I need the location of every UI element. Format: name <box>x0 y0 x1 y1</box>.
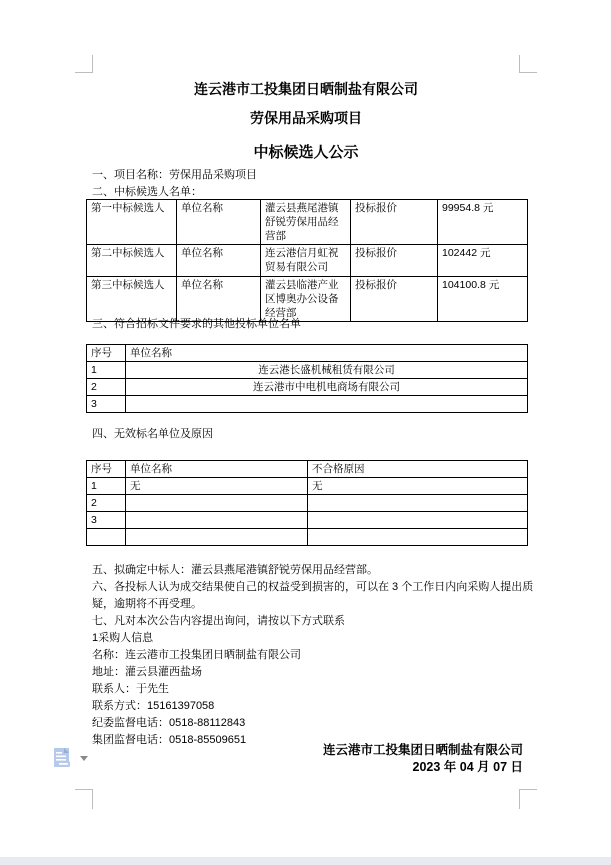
serial-header: 序号 <box>87 461 126 478</box>
invalid-unit-cell <box>126 512 308 529</box>
candidate-rank: 第二中标候选人 <box>87 245 177 277</box>
invalid-unit-cell <box>126 529 308 546</box>
invalid-bid-row-2 <box>87 495 528 512</box>
candidate-company: 灌云县临港产业区博奥办公设备经营部 <box>261 277 351 322</box>
serial-cell: 2 <box>87 495 126 512</box>
buyer-info-heading: 1采购人信息 <box>92 632 154 644</box>
candidate-rank: 第一中标候选人 <box>87 200 177 245</box>
contact-phone-line: 联系方式：15161397058 <box>92 700 215 712</box>
group-phone-line: 集团监督电话：0518-85509651 <box>92 734 247 746</box>
section-1-project-name: 一、项目名称：劳保用品采购项目 <box>92 169 257 181</box>
serial-cell <box>87 529 126 546</box>
footer-company-signature: 连云港市工投集团日晒制盐有限公司 <box>322 743 523 757</box>
candidates-table <box>86 199 528 322</box>
candidate-row-1 <box>87 200 528 245</box>
discipline-phone-line: 纪委监督电话：0518-88112843 <box>92 717 246 729</box>
section-6-objection-line1: 六、各投标人认为成交结果使自己的权益受到损害的，可以在 3 个工作日内向采购人提出质 <box>92 581 534 593</box>
section-7-contact-heading: 七、凡对本次公告内容提出询问，请按以下方式联系 <box>92 615 345 627</box>
other-bidders-table <box>86 344 528 413</box>
unit-name-label: 单位名称 <box>177 277 261 322</box>
invalid-reason-cell <box>308 529 528 546</box>
unit-name-label: 单位名称 <box>177 245 261 277</box>
buyer-address-line: 地址：灌云县灌西盐场 <box>92 666 202 678</box>
invalid-unit-cell: 无 <box>126 478 308 495</box>
candidate-company: 灌云县燕尾港镇舒锐劳保用品经营部 <box>261 200 351 245</box>
section-5-winner: 五、拟确定中标人：灌云县燕尾港镇舒锐劳保用品经营部。 <box>92 564 378 576</box>
candidate-row-3 <box>87 277 528 322</box>
bidder-company-cell <box>126 396 528 413</box>
contact-person-line: 联系人：于先生 <box>92 683 169 695</box>
invalid-bid-row-3 <box>87 512 528 529</box>
table-header-row <box>87 345 528 362</box>
bid-price-value: 102442 元 <box>438 245 528 277</box>
crop-mark-top-right <box>519 55 537 73</box>
bidder-company-cell: 连云港长盛机械租赁有限公司 <box>126 362 528 379</box>
project-title: 劳保用品采购项目 <box>250 110 362 126</box>
bidder-company-cell: 连云港市中电机电商场有限公司 <box>126 379 528 396</box>
buyer-name-line: 名称：连云港市工投集团日晒制盐有限公司 <box>92 649 301 661</box>
footer-date: 2023 年 04 月 07 日 <box>412 760 523 774</box>
invalid-reason-cell <box>308 512 528 529</box>
bid-price-value: 104100.8 元 <box>438 277 528 322</box>
paste-options-button[interactable] <box>52 747 90 771</box>
unit-name-label: 单位名称 <box>177 200 261 245</box>
section-3-heading: 三、符合招标文件要求的其他投标单位名单 <box>92 318 301 330</box>
invalid-unit-cell <box>126 495 308 512</box>
crop-mark-top-left <box>75 55 93 73</box>
invalid-bids-table <box>86 460 528 546</box>
invalid-bid-row-1 <box>87 478 528 495</box>
section-6-objection-line2: 疑，逾期将不再受理。 <box>92 598 202 610</box>
crop-mark-bottom-right <box>519 789 537 809</box>
bid-price-value: 99954.8 元 <box>438 200 528 245</box>
section-2-heading: 二、中标候选人名单： <box>92 186 202 198</box>
invalid-bid-row-4 <box>87 529 528 546</box>
unit-name-header: 单位名称 <box>126 461 308 478</box>
crop-mark-bottom-left <box>75 789 93 809</box>
serial-cell: 1 <box>87 478 126 495</box>
unit-name-header: 单位名称 <box>126 345 528 362</box>
company-title: 连云港市工投集团日晒制盐有限公司 <box>194 81 418 97</box>
fail-reason-header: 不合格原因 <box>308 461 528 478</box>
serial-cell: 3 <box>87 396 126 413</box>
candidate-company: 连云港信月虹祝贸易有限公司 <box>261 245 351 277</box>
invalid-reason-cell <box>308 495 528 512</box>
paste-options-caret-down-icon[interactable] <box>80 756 88 761</box>
other-bidder-row-3 <box>87 396 528 413</box>
other-bidder-row-1 <box>87 362 528 379</box>
other-bidder-row-2 <box>87 379 528 396</box>
window-bottom-edge <box>0 857 611 865</box>
bid-price-label: 投标报价 <box>351 277 438 322</box>
invalid-reason-cell: 无 <box>308 478 528 495</box>
table-header-row <box>87 461 528 478</box>
serial-cell: 3 <box>87 512 126 529</box>
bid-price-label: 投标报价 <box>351 245 438 277</box>
bid-price-label: 投标报价 <box>351 200 438 245</box>
section-4-heading: 四、无效标名单位及原因 <box>92 428 213 440</box>
candidate-row-2 <box>87 245 528 277</box>
candidate-rank: 第三中标候选人 <box>87 277 177 322</box>
serial-cell: 2 <box>87 379 126 396</box>
serial-header: 序号 <box>87 345 126 362</box>
serial-cell: 1 <box>87 362 126 379</box>
announcement-title: 中标候选人公示 <box>253 144 359 161</box>
